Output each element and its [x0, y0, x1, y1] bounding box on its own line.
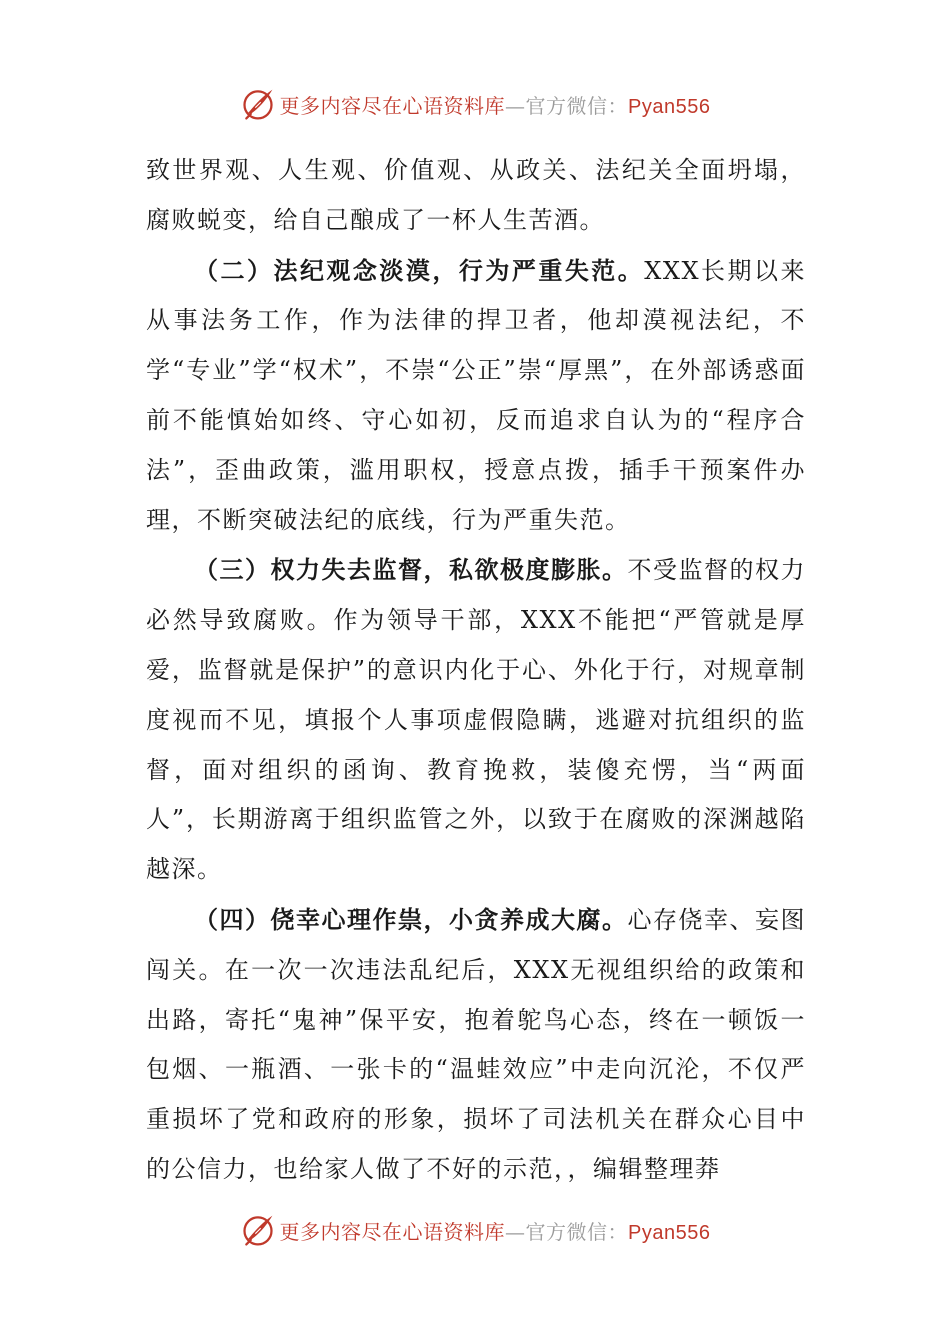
- quill-pen-logo-icon: [240, 1212, 276, 1248]
- footer-banner: [0, 1208, 950, 1252]
- quill-pen-logo-icon: [240, 86, 276, 122]
- document-body: [146, 146, 806, 1195]
- paragraph-section-2: （二）法纪观念淡漠，行为严重失范。XXX长期以来从事法务工作，作为法律的捍卫者，他却漠视法纪，不学“专业”学“权术”，不崇“公正”崇“厚黑”，在外部诱惑面前不能慎始如终、守心如初，反而追求自认为的“程序合法”，歪曲政策，滥用职权，授意点拨，插手干预案件办理，不断突破法纪的底线，行为严重失范。: [146, 255, 807, 534]
- banner-text: 更多内容尽在心语资料库—官方微信：Pyan556: [279, 1219, 711, 1244]
- section-heading: （二）法纪观念淡漠，行为严重失范。: [194, 255, 645, 285]
- section-heading: （三）权力失去监督，私欲极度膨胀。: [194, 555, 628, 585]
- paragraph-section-3: （三）权力失去监督，私欲极度膨胀。不受监督的权力必然导致腐败。作为领导干部，XXX不能把“严管就是厚爱，监督就是保护”的意识内化于心、外化于行，对规章制度视而不见，填报个人事项虚假隐瞒，逃避对抗组织的监督，面对组织的函询、教育挽救，装傻充愣，当“两面人”，长期游离于组织监管之外，以致于在腐败的深渊越陷越深。: [146, 555, 806, 884]
- section-heading: （四）侥幸心理作祟，小贪养成大腐。: [194, 904, 628, 934]
- paragraph-section-4: （四）侥幸心理作祟，小贪养成大腐。心存侥幸、妄图闯关。在一次一次违法乱纪后，XXX无视组织给的政策和出路，寄托“鬼神”保平安，抱着鸵鸟心态，终在一顿饭一包烟、一瓶酒、一张卡的“温蛙效应”中走向沉沦，不仅严重损坏了党和政府的形象，损坏了司法机关在群众心目中的公信力，也给家人做了不好的示范，，编辑整理莽: [146, 904, 806, 1183]
- paragraph-continuation: 致世界观、人生观、价值观、从政关、法纪关全面坍塌，腐败蜕变，给自己酿成了一杯人生苦酒。: [146, 156, 806, 234]
- banner-text: 更多内容尽在心语资料库—官方微信：Pyan556: [279, 93, 711, 118]
- header-banner: [0, 82, 950, 126]
